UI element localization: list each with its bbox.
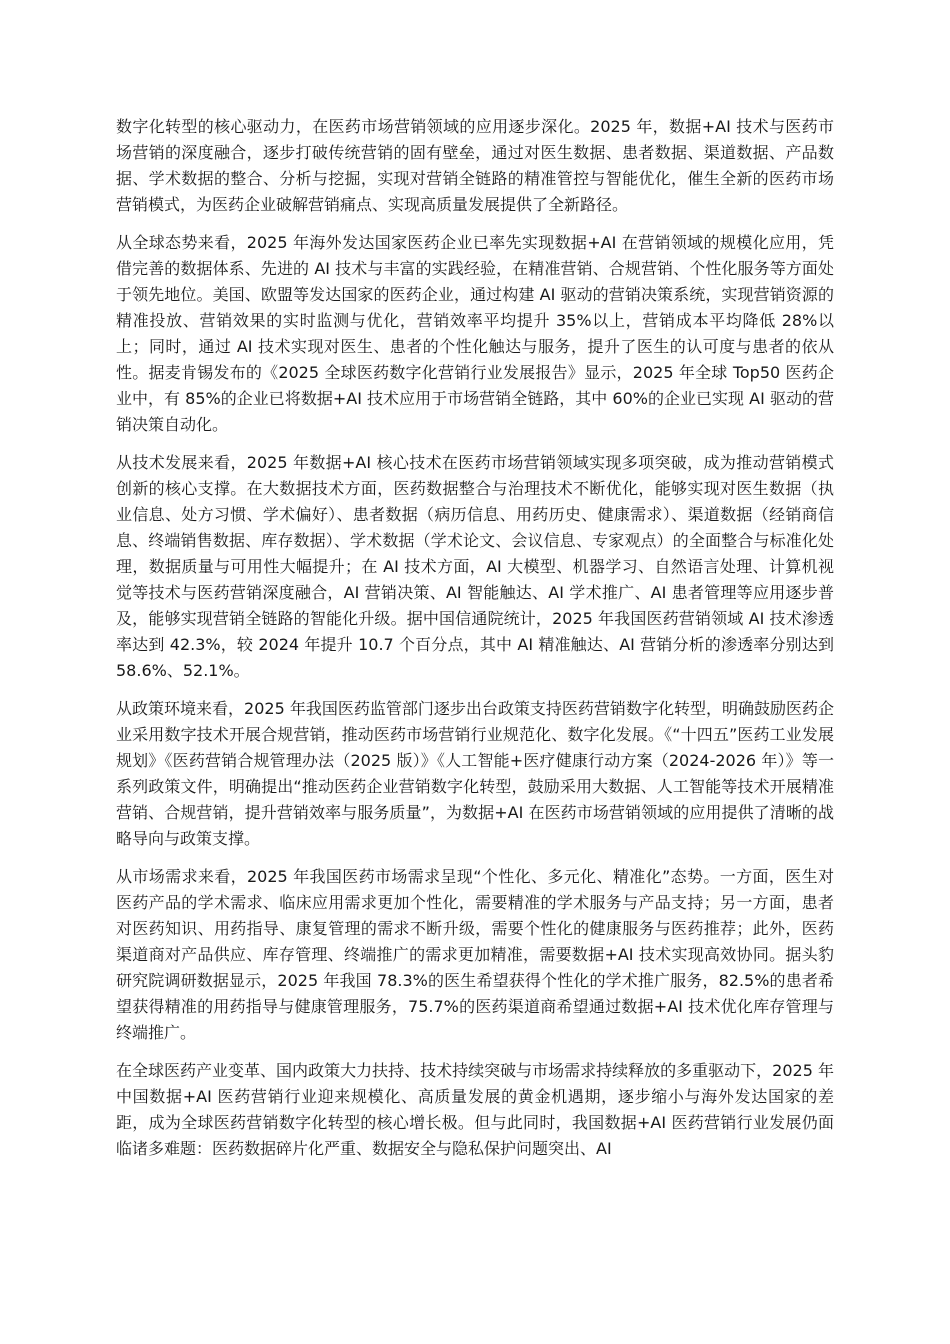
paragraph-industry-outlook: 在全球医药产业变革、国内政策大力扶持、技术持续突破与市场需求持续释放的多重驱动下，2025 年中国数据+AI 医药营销行业迎来规模化、高质量发展的黄金机遇期，逐步缩小与海外发达国家的差距，成为全球医药营销数字化转型的核心增长极。但与此同时，我国数据+AI 医药营销行业发展仍面临诸多难题：医药数据碎片化严重、数据安全与隐私保护问题突出、AI — [116, 1061, 834, 1158]
document-body — [116, 114, 834, 1162]
paragraph-policy-environment: 从政策环境来看，2025 年我国医药监管部门逐步出台政策支持医药营销数字化转型，明确鼓励医药企业采用数字技术开展合规营销，推动医药市场营销行业规范化、数字化发展。《“十四五”医药工业发展规划》《医药营销合规管理办法（2025 版）》《人工智能+医疗健康行动方案（2024-2026 年）》等一系列政策文件，明确提出“推动医药企业营销数字化转型，鼓励采用大数据、人工智能等技术开展精准营销、合规营销，提升营销效率与服务质量”，为数据+AI 在医药市场营销领域的应用提供了清晰的战略导向与政策支撑。 — [116, 699, 834, 848]
paragraph-global-situation: 从全球态势来看，2025 年海外发达国家医药企业已率先实现数据+AI 在营销领域的规模化应用，凭借完善的数据体系、先进的 AI 技术与丰富的实践经验，在精准营销、合规营销、个性化服务等方面处于领先地位。美国、欧盟等发达国家的医药企业，通过构建 AI 驱动的营销决策系统，实现营销资源的精准投放、营销效果的实时监测与优化，营销效率平均提升 35%以上，营销成本平均降低 28%以上；同时，通过 AI 技术实现对医生、患者的个性化触达与服务，提升了医生的认可度与患者的依从性。据麦肯锡发布的《2025 全球医药数字化营销行业发展报告》显示，2025 年全球 Top50 医药企业中，有 85%的企业已将数据+AI 技术应用于市场营销全链路，其中 60%的企业已实现 AI 驱动的营销决策自动化。 — [116, 233, 834, 434]
paragraph-technology-development: 从技术发展来看，2025 年数据+AI 核心技术在医药市场营销领域实现多项突破，成为推动营销模式创新的核心支撑。在大数据技术方面，医药数据整合与治理技术不断优化，能够实现对医生数据（执业信息、处方习惯、学术偏好）、患者数据（病历信息、用药历史、健康需求）、渠道数据（经销商信息、终端销售数据、库存数据）、学术数据（学术论文、会议信息、专家观点）的全面整合与标准化处理，数据质量与可用性大幅提升；在 AI 技术方面，AI 大模型、机器学习、自然语言处理、计算机视觉等技术与医药营销深度融合，AI 营销决策、AI 智能触达、AI 学术推广、AI 患者管理等应用逐步普及，能够实现营销全链路的智能化升级。据中国信通院统计，2025 年我国医药营销领域 AI 技术渗透率达到 42.3%，较 2024 年提升 10.7 个百分点，其中 AI 精准触达、AI 营销分析的渗透率分别达到 58.6%、52.1%。 — [116, 453, 834, 680]
paragraph-digital-transformation: 数字化转型的核心驱动力，在医药市场营销领域的应用逐步深化。2025 年，数据+AI 技术与医药市场营销的深度融合，逐步打破传统营销的固有壁垒，通过对医生数据、患者数据、渠道数据、产品数据、学术数据的整合、分析与挖掘，实现对营销全链路的精准管控与智能优化，催生全新的医药市场营销模式，为医药企业破解营销痛点、实现高质量发展提供了全新路径。 — [116, 117, 834, 214]
paragraph-market-demand: 从市场需求来看，2025 年我国医药市场需求呈现“个性化、多元化、精准化”态势。一方面，医生对医药产品的学术需求、临床应用需求更加个性化，需要精准的学术服务与产品支持；另一方面，患者对医药知识、用药指导、康复管理的需求不断升级，需要个性化的健康服务与医药推荐；此外，医药渠道商对产品供应、库存管理、终端推广的需求更加精准，需要数据+AI 技术实现高效协同。据头豹研究院调研数据显示，2025 年我国 78.3%的医生希望获得个性化的学术推广服务，82.5%的患者希望获得精准的用药指导与健康管理服务，75.7%的医药渠道商希望通过数据+AI 技术优化库存管理与终端推广。 — [116, 867, 834, 1042]
